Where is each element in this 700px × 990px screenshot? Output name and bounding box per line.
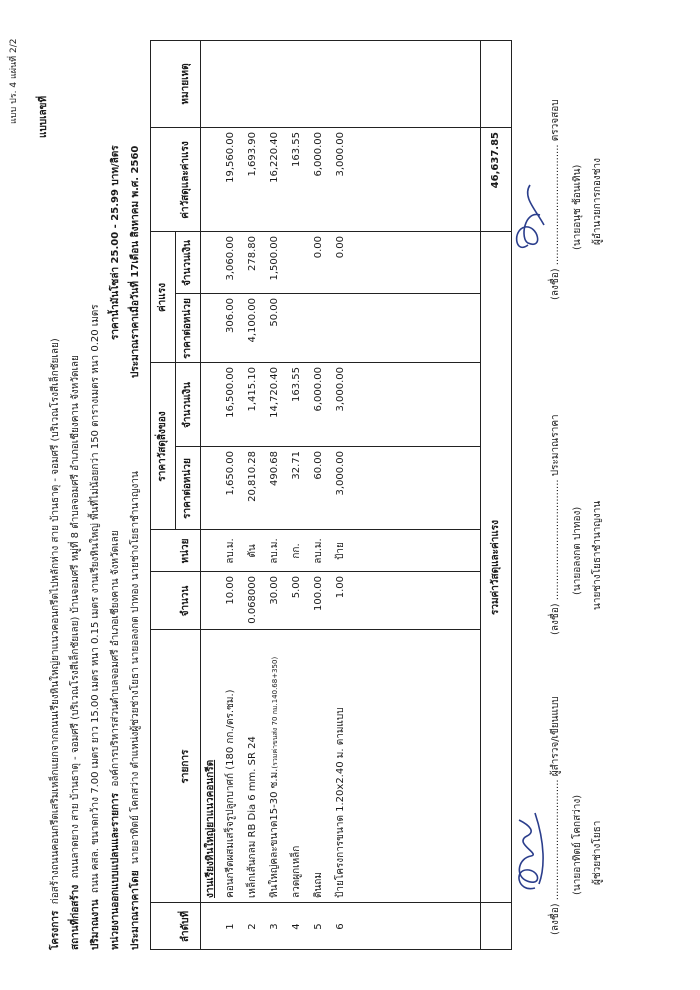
row-item: เหล็กเส้นกลม RB Dia 6 mm. SR 24 [247,736,258,898]
col-qty: จำนวน [180,585,191,617]
col-lab-unit: ราคาต่อหน่วย [182,298,193,359]
col-no: ลำดับที่ [180,910,191,943]
row-mat-unit: 490.68 [269,451,280,486]
col-mat-unit: ราคาต่อหน่วย [182,458,193,519]
row-item: ลวดผูกเหล็ก [291,845,302,898]
project-line [50,338,62,950]
agency-line [110,530,122,950]
row-no: 2 [247,923,258,930]
row-no: 3 [269,923,280,930]
location-text: ถนนลาดยาง สาย บ้านธาตุ - จอมศรี (บริเวณโรงสีเล็กชัยเลย) บ้านจอมศรี หมู่ที่ 8 ตำบลจอมศรี อำเภอเชียงคาน จังหวัดเลย [70,355,81,879]
agency-text: องค์การบริหารส่วนตำบลจอมศรี อำเภอเชียงคาน จังหวัดเลย [110,530,121,787]
col-material-group: ราคาวัสดุสิ่งของ [157,411,168,482]
row-total: 6,000.00 [313,132,324,177]
col-remark: หมายเหตุ [180,63,191,105]
estimator-label: ประมาณราคาโดย [130,870,141,950]
total-value: 46,637.85 [490,132,501,189]
col-total: ค่าวัสดุและค่าแรง [180,141,191,219]
row-total: 19,560.00 [225,132,236,183]
row-item: ดินถม [313,872,324,898]
project-text: ก่อสร้างถนนคอนกรีตเสริมเหล็กแยกจากถนนเรียงหินใหญ่ยาแนวคอนกรีตไปหลักห่าง สาย บ้านธาตุ - จอมศรี (บริเวณโรงสีเล็กชัยเลย) [50,338,61,905]
row-item: คอนกรีตผสมเสร็จรูปลูกบาศก์ (180 กก./ตร.ซม.) [225,689,236,898]
row-total: 163.55 [291,132,302,167]
row-qty: 1.00 [335,576,346,599]
estimator-line [130,471,142,950]
estimate-date: ประมาณราคาเมื่อวันที่ 17เดือน สิงหาคม พ.ศ. 2560 [130,145,141,378]
row-lab-amount: 1,500.00 [269,236,280,281]
signature-2-prefix: (ลงชื่อ) [550,603,561,635]
row-mat-amount: 163.55 [291,367,302,402]
row-total: 3,000.00 [335,132,346,177]
col-lab-amount: จำนวนเงิน [182,240,193,286]
row-unit: ลบ.ม. [225,538,236,564]
row-lab-amount: 278.80 [247,236,258,271]
row-total: 16,220.40 [269,132,280,183]
signature-3-line: (ลงชื่อ) ...................................... ตรวจสอบ [550,99,561,300]
signature-1-role: ผู้สำรวจ/เขียนแบบ [550,696,561,777]
row-item [269,657,281,898]
row-qty: 0.068000 [247,576,258,624]
row-lab-amount: 3,060.00 [225,236,236,281]
form-code: แบบ ปร. 4 แผ่นที่ 2/2 [9,38,19,124]
row-total: 1,693.90 [247,132,258,177]
signature-2-name: (นายอลงกต ปาทอง) [572,506,583,595]
row-lab-unit: 50.00 [269,298,280,327]
signature-3-name: (นายอนุช ช้อนเทิน) [572,164,583,250]
col-labor-group: ค่าแรง [157,283,168,313]
row-item: ป้ายโครงการขนาด 1.20x2.40 ม. ตามแบบ [335,707,346,898]
location-line [70,355,82,950]
signature-1-line: (ลงชื่อ) ...................................... ผู้สำรวจ/เขียนแบบ [550,696,561,935]
signature-1-name: (นายอาทิตย์ โคกสว่าง) [572,794,583,895]
row-mat-amount: 6,000.00 [313,367,324,412]
form-title: แบบเลขที่ [38,95,49,138]
work-text: ถนน คสล. ขนาดกว้าง 7.00 เมตร ยาว 15.00 เมตร หนา 0.15 เมตร งานเรียงหินใหญ่ พื้นที่ไม่น้อยกว่า 150 ตารางเมตร หนา 0.20 เมตร [90,304,101,894]
row-mat-unit: 1,650.00 [225,451,236,496]
agency-label: หน่วยงานออกแบบแปลนและรายการ [110,792,121,950]
row-unit: ลบ.ม. [269,538,280,564]
row-qty: 10.00 [225,576,236,605]
signature-3-prefix: (ลงชื่อ) [550,268,561,300]
signature-3-role: ตรวจสอบ [550,99,561,142]
estimator-text: นายอาทิตย์ โคกสว่าง ตำแหน่งผู้ช่วยช่างโยธา นายอลงกต ปาทอง นายช่างโยธาชำนาญงาน [130,471,141,865]
row-unit: กก. [291,543,302,559]
row-mat-amount: 14,720.40 [269,367,280,418]
total-label: รวมค่าวัสดุและค่าแรง [490,519,501,616]
signature-3-scribble [510,175,555,265]
row-mat-unit: 32.71 [291,451,302,480]
row-mat-amount: 1,415.10 [247,367,258,412]
row-unit: ป้าย [335,542,346,560]
location-label: สถานที่ก่อสร้าง [70,884,81,950]
row-item-note: (รวมค่าขนส่ง 70 กม.140.68+350) [271,656,279,769]
signature-3-position: ผู้อำนวยการกองช่าง [592,157,603,245]
row-unit: ลบ.ม. [313,538,324,564]
row-mat-unit: 20,810.28 [247,451,258,502]
row-mat-amount: 16,500.00 [225,367,236,418]
signature-1-scribble [505,808,550,898]
col-unit: หน่วย [180,538,191,564]
row-lab-unit: 4,100.00 [247,298,258,343]
row-lab-unit: 306.00 [225,298,236,333]
signature-1-prefix: (ลงชื่อ) [550,903,561,935]
row-no: 5 [313,923,324,930]
signature-2-position: นายช่างโยธาชำนาญงาน [592,500,603,610]
row-mat-unit: 60.00 [313,451,324,480]
work-label: ปริมาณงาน [90,899,101,950]
signature-2-line: (ลงชื่อ) ...................................... ประมาณราคา [550,414,561,635]
row-unit: ตัน [247,544,258,558]
col-mat-amount: จำนวนเงิน [182,382,193,428]
oil-price: ราคาน้ำมันโซล่า 25.00 - 25.99 บาท/ลิตร [110,145,121,340]
row-no: 6 [335,923,346,930]
row-lab-amount: 0.00 [335,236,346,259]
row-no: 1 [225,923,236,930]
row-qty: 5.00 [291,576,302,599]
work-line [90,304,102,950]
row-mat-amount: 3,000.00 [335,367,346,412]
row-item-text: หินใหญ่คละขนาด15-30 ซ.ม. [269,768,280,898]
row-lab-amount: 0.00 [313,236,324,259]
signature-2-role: ประมาณราคา [550,414,561,477]
signature-1-position: ผู้ช่วยช่างโยธา [592,820,603,885]
section-title: งานเรียงหินใหญ่ยาแนวคอนกรีต [205,759,216,898]
row-qty: 30.00 [269,576,280,605]
col-item: รายการ [180,749,191,784]
row-mat-unit: 3,000.00 [335,451,346,496]
row-qty: 100.00 [313,576,324,611]
row-no: 4 [291,923,302,930]
project-label: โครงการ [50,910,61,950]
